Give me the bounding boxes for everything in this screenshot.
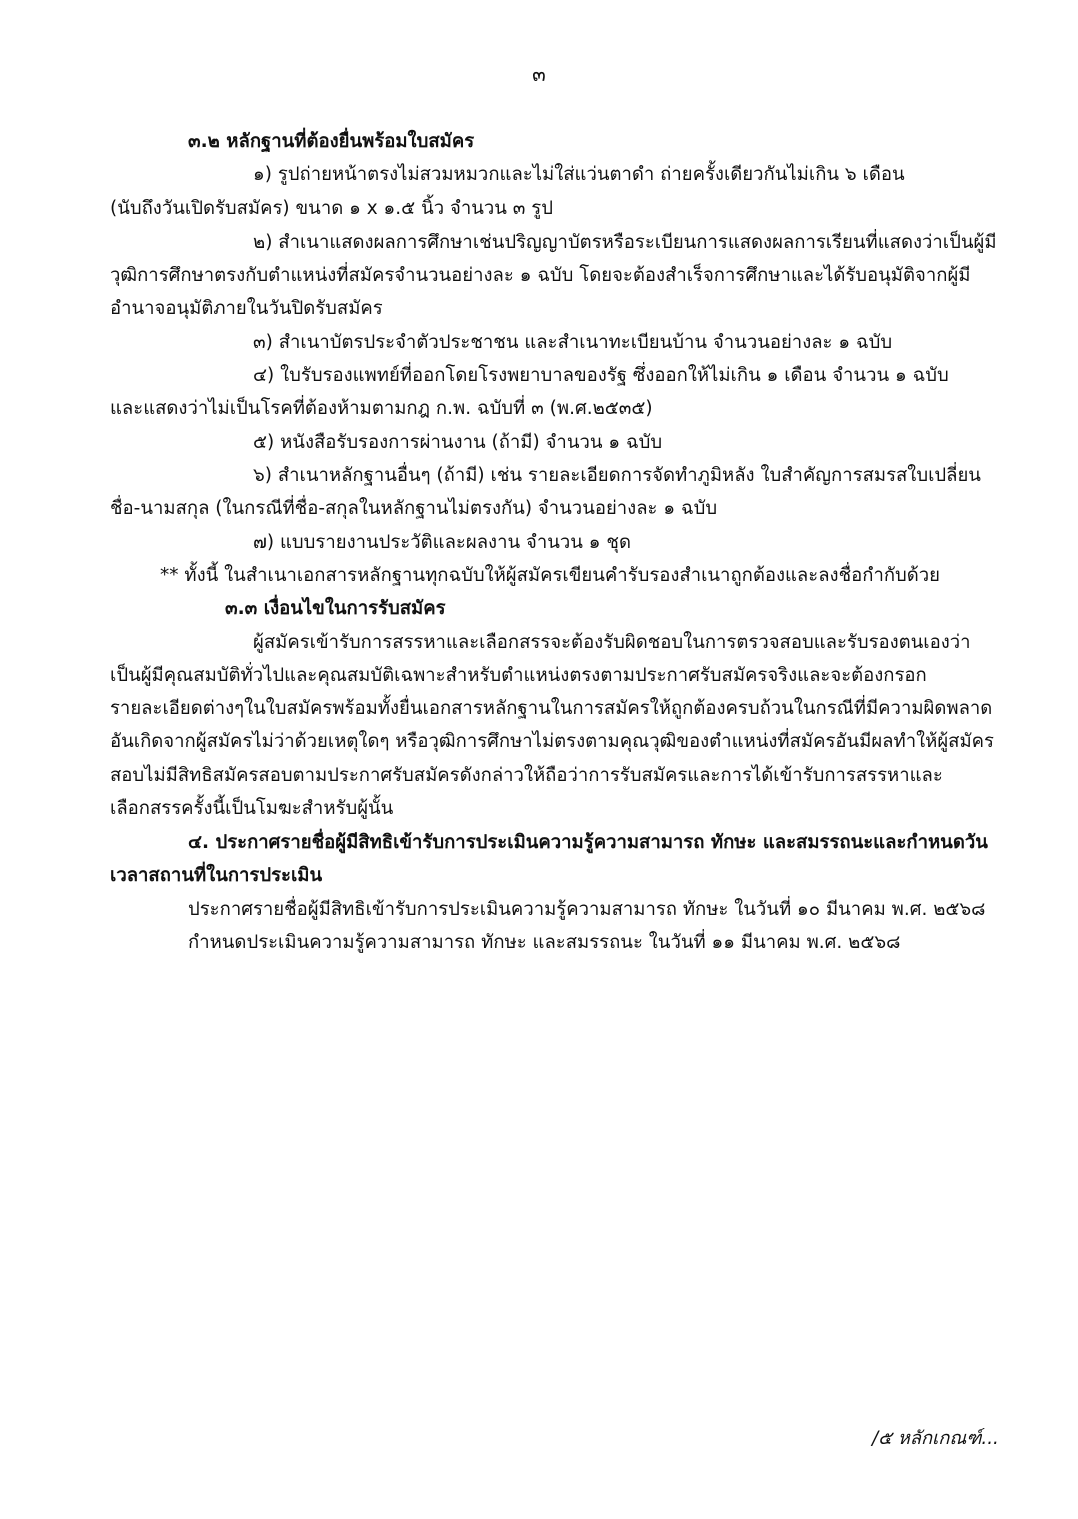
item-1-line-2: (นับถึงวันเปิดรับสมัคร) ขนาด ๑ x ๑.๕ นิ้ว จำนวน ๓ รูป	[110, 198, 553, 219]
certification-note: ** ทั้งนี้ ในสำเนาเอกสารหลักฐานทุกฉบับให้ผู้สมัครเขียนคำรับรองสำเนาถูกต้องและลงชื่อกำกับด้วย	[160, 565, 941, 586]
item-2-line-3: อำนาจอนุมัติภายในวันปิดรับสมัคร	[110, 298, 383, 319]
item-6-line-2: ชื่อ-นามสกุล (ในกรณีที่ชื่อ-สกุลในหลักฐานไม่ตรงกัน) จำนวนอย่างละ ๑ ฉบับ	[110, 498, 718, 519]
announcement-date-line: ประกาศรายชื่อผู้มีสิทธิเข้ารับการประเมินความรู้ความสามารถ ทักษะ ในวันที่ ๑๐ มีนาคม พ.ศ. ๒๕๖๘	[188, 899, 986, 920]
item-4-line-2: และแสดงว่าไม่เป็นโรคที่ต้องห้ามตามกฎ ก.พ. ฉบับที่ ๓ (พ.ศ.๒๕๓๕)	[110, 398, 653, 419]
conditions-line-1: ผู้สมัครเข้ารับการสรรหาและเลือกสรรจะต้องรับผิดชอบในการตรวจสอบและรับรองตนเองว่า	[253, 632, 971, 653]
item-6-line-1: ๖) สำเนาหลักฐานอื่นๆ (ถ้ามี) เช่น รายละเอียดการจัดทำภูมิหลัง ใบสำคัญการสมรสใบเปลี่ยน	[253, 465, 981, 486]
item-2-line-2: วุฒิการศึกษาตรงกับตำแหน่งที่สมัครจำนวนอย่างละ ๑ ฉบับ โดยจะต้องสำเร็จการศึกษาและได้รับอนุมัติจากผู้มี	[110, 265, 971, 286]
assessment-date-line: กำหนดประเมินความรู้ความสามารถ ทักษะ และสมรรถนะ ในวันที่ ๑๑ มีนาคม พ.ศ. ๒๕๖๘	[188, 932, 901, 953]
item-2-line-1: ๒) สำเนาแสดงผลการศึกษาเช่นปริญญาบัตรหรือระเบียนการแสดงผลการเรียนที่แสดงว่าเป็นผู้มี	[253, 232, 997, 253]
section-4-heading-line-1: ๔. ประกาศรายชื่อผู้มีสิทธิเข้ารับการประเมินความรู้ความสามารถ ทักษะ และสมรรถนะและกำหนดวัน	[188, 832, 988, 853]
item-4-line-1: ๔) ใบรับรองแพทย์ที่ออกโดยโรงพยาบาลของรัฐ ซึ่งออกให้ไม่เกิน ๑ เดือน จำนวน ๑ ฉบับ	[253, 365, 949, 386]
item-5-line-1: ๕) หนังสือรับรองการผ่านงาน (ถ้ามี) จำนวน ๑ ฉบับ	[253, 432, 663, 453]
item-1-line-1: ๑) รูปถ่ายหน้าตรงไม่สวมหมวกและไม่ใส่แว่นตาดำ ถ่ายครั้งเดียวกันไม่เกิน ๖ เดือน	[253, 164, 905, 185]
conditions-line-6: เลือกสรรครั้งนี้เป็นโมฆะสำหรับผู้นั้น	[110, 798, 394, 819]
section-4-heading-line-2: เวลาสถานที่ในการประเมิน	[110, 865, 323, 886]
item-7-line-1: ๗) แบบรายงานประวัติและผลงาน จำนวน ๑ ชุด	[253, 532, 631, 553]
conditions-line-3: รายละเอียดต่างๆในใบสมัครพร้อมทั้งยื่นเอกสารหลักฐานในการสมัครให้ถูกต้องครบถ้วนในกรณีที่มีความผิดพลาด	[110, 698, 993, 719]
section-3-2-heading: ๓.๒ หลักฐานที่ต้องยื่นพร้อมใบสมัคร	[188, 131, 475, 152]
section-3-3-heading: ๓.๓ เงื่อนไขในการรับสมัคร	[225, 598, 446, 619]
conditions-line-4: อันเกิดจากผู้สมัครไม่ว่าด้วยเหตุใดๆ หรือวุฒิการศึกษาไม่ตรงตามคุณวุฒิของตำแหน่งที่สมัครอันมีผลทำให้ผู้สมัคร	[110, 731, 994, 752]
conditions-line-5: สอบไม่มีสิทธิสมัครสอบตามประกาศรับสมัครดังกล่าวให้ถือว่าการรับสมัครและการได้เข้ารับการสรรหาและ	[110, 765, 943, 786]
continuation-footer: /๕ หลักเกณฑ์...	[872, 1428, 999, 1449]
conditions-line-2: เป็นผู้มีคุณสมบัติทั่วไปและคุณสมบัติเฉพาะสำหรับตำแหน่งตรงตามประกาศรับสมัครจริงและจะต้องกรอก	[110, 665, 927, 686]
page-number: ๓	[532, 62, 546, 86]
item-3-line-1: ๓) สำเนาบัตรประจำตัวประชาชน และสำเนาทะเบียนบ้าน จำนวนอย่างละ ๑ ฉบับ	[253, 332, 893, 353]
